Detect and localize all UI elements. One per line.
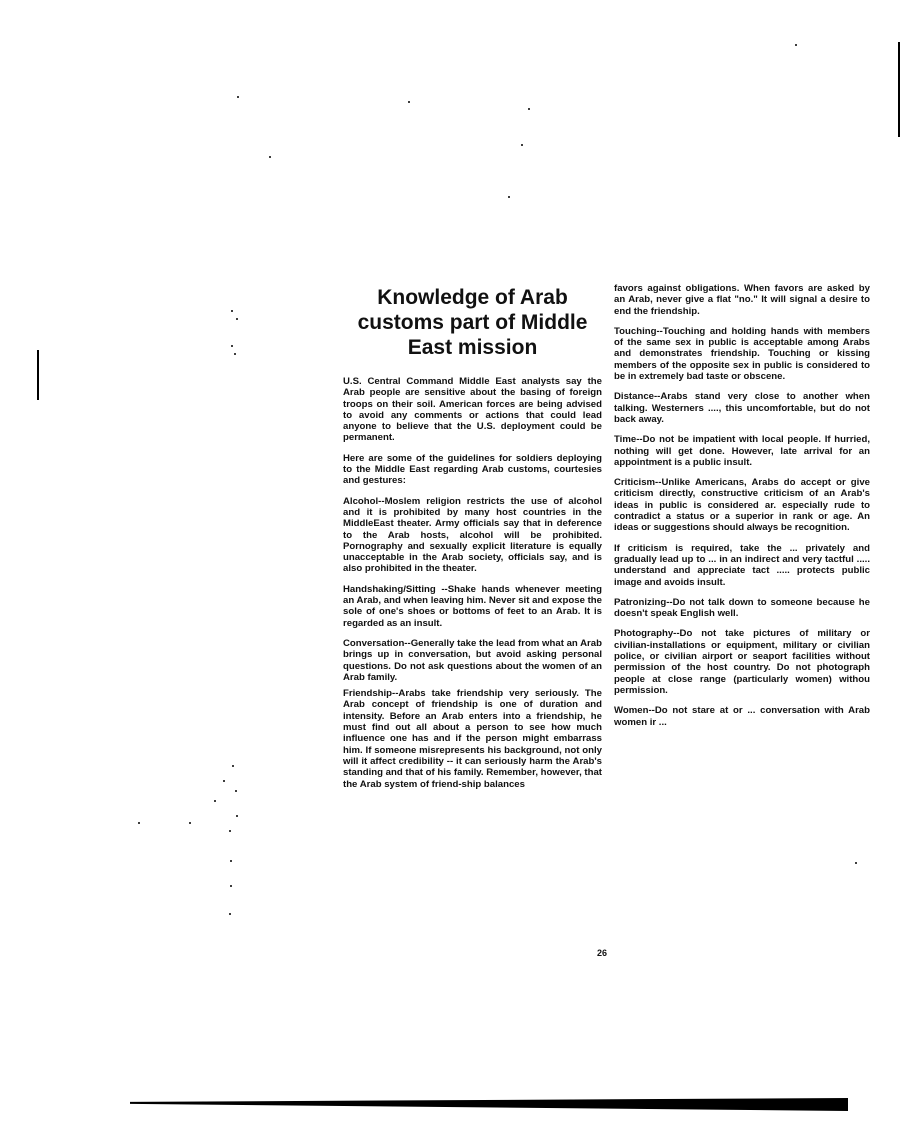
scan-speck bbox=[231, 345, 233, 347]
paragraph: Patronizing--Do not talk down to someone because he doesn't speak English well. bbox=[614, 596, 870, 620]
scan-speck bbox=[230, 860, 232, 862]
scan-speck bbox=[189, 822, 191, 824]
paragraph: Distance--Arabs stand very close to another when talking. Westerners ...., this uncomfortable, but do not back away. bbox=[614, 391, 870, 425]
scan-speck bbox=[795, 44, 797, 46]
scan-speck bbox=[138, 822, 140, 824]
scan-speck bbox=[236, 318, 238, 320]
scan-speck bbox=[528, 108, 530, 110]
paragraph: Handshaking/Sitting --Shake hands whenever meeting an Arab, and when leaving him. Never sit and expose the sole of one's shoes or bottoms of feet to an Arab. It is regarded as an insult. bbox=[343, 583, 602, 629]
paragraph: U.S. Central Command Middle East analysts say the Arab people are sensitive about the basing of foreign troops on their soil. American forces are being advised to avoid any comments or actions that could lead anyone to believe that the U.S. deployment could be permanent. bbox=[343, 376, 602, 444]
scan-speck bbox=[408, 101, 410, 103]
scan-speck bbox=[235, 790, 237, 792]
scan-speck bbox=[229, 830, 231, 832]
scan-speck bbox=[269, 156, 271, 158]
scan-speck bbox=[214, 800, 216, 802]
paragraph: Touching--Touching and holding hands with members of the same sex in public is acceptable among Arabs and demonstrates friendship. Touching or kissing members of the opposite sex in public is considered to be in extremely bad taste or obscene. bbox=[614, 325, 870, 383]
scan-speck bbox=[508, 196, 510, 198]
paragraph: Friendship--Arabs take friendship very seriously. The Arab concept of friendship is one of duration and intensity. Before an Arab enters into a friendship, he must find out all about a person to see how much influence one has and if the person might embarrass him. If someone misrepresents his background, not only will it affect credibility -- it can seriously harm the Arab's standing and that of his family. Remember, however, that the Arab system of friend-ship balances bbox=[343, 688, 602, 790]
scan-speck bbox=[229, 913, 231, 915]
paragraph: Alcohol--Moslem religion restricts the use of alcohol and it is prohibited by many host countries in the MiddleEast theater. Army officials say that in deference to the Arab hosts, alcohol will be prohibited. Pornography and sexually explicit literature is equally unacceptable in the Arab society, officials say, and is also prohibited in the theater. bbox=[343, 495, 602, 575]
paragraph: If criticism is required, take the ... privately and gradually lead up to ... in an indirect and very tactful ..... understand and appreciate tact ..... protects public image and avoids insult. bbox=[614, 542, 870, 588]
paragraph: Criticism--Unlike Americans, Arabs do accept or give criticism directly, constructive criticism of an Arab's ideas in public is considered ar. especially rude to contradict a status or a superior in rank or age. An ideas or suggestions should always be recognition. bbox=[614, 477, 870, 534]
page-number: 26 bbox=[597, 948, 608, 958]
scan-speck bbox=[223, 780, 225, 782]
scan-speck bbox=[855, 862, 857, 864]
paragraph: Here are some of the guidelines for soldiers deploying to the Middle East regarding Arab customs, courtesies and gestures: bbox=[343, 452, 602, 487]
paragraph: Time--Do not be impatient with local people. If hurried, nothing will get done. However, late arrival for an appointment is a public insult. bbox=[614, 434, 870, 468]
scan-margin-line-right bbox=[898, 42, 900, 137]
scan-speck bbox=[232, 765, 234, 767]
article-right-column bbox=[614, 283, 870, 737]
scan-speck bbox=[236, 815, 238, 817]
scan-speck bbox=[237, 96, 239, 98]
paragraph: Conversation--Generally take the lead from what an Arab brings up in conversation, but avoid asking personal questions. Do not ask questions about the women of an Arab family. bbox=[343, 637, 602, 683]
scan-speck bbox=[521, 144, 523, 146]
paragraph: Photography--Do not take pictures of military or civilian-installations or equipment, military or civilian police, or civilian airport or seaport facilities without permission of the host country. Do not photograph people at close range (particularly women) withou permission. bbox=[614, 628, 870, 696]
article-left-column bbox=[343, 285, 602, 799]
scan-bottom-bar bbox=[130, 1098, 848, 1111]
scan-margin-line-left bbox=[37, 350, 39, 400]
scan-speck bbox=[230, 885, 232, 887]
paragraph: favors against obligations. When favors are asked by an Arab, never give a flat "no." It will signal a desire to end the friendship. bbox=[614, 283, 870, 317]
paragraph: Women--Do not stare at or ... conversation with Arab women ir ... bbox=[614, 705, 870, 728]
scan-speck bbox=[234, 353, 236, 355]
scan-speck bbox=[231, 310, 233, 312]
article-title: Knowledge of Arab customs part of Middle East mission bbox=[357, 286, 588, 359]
